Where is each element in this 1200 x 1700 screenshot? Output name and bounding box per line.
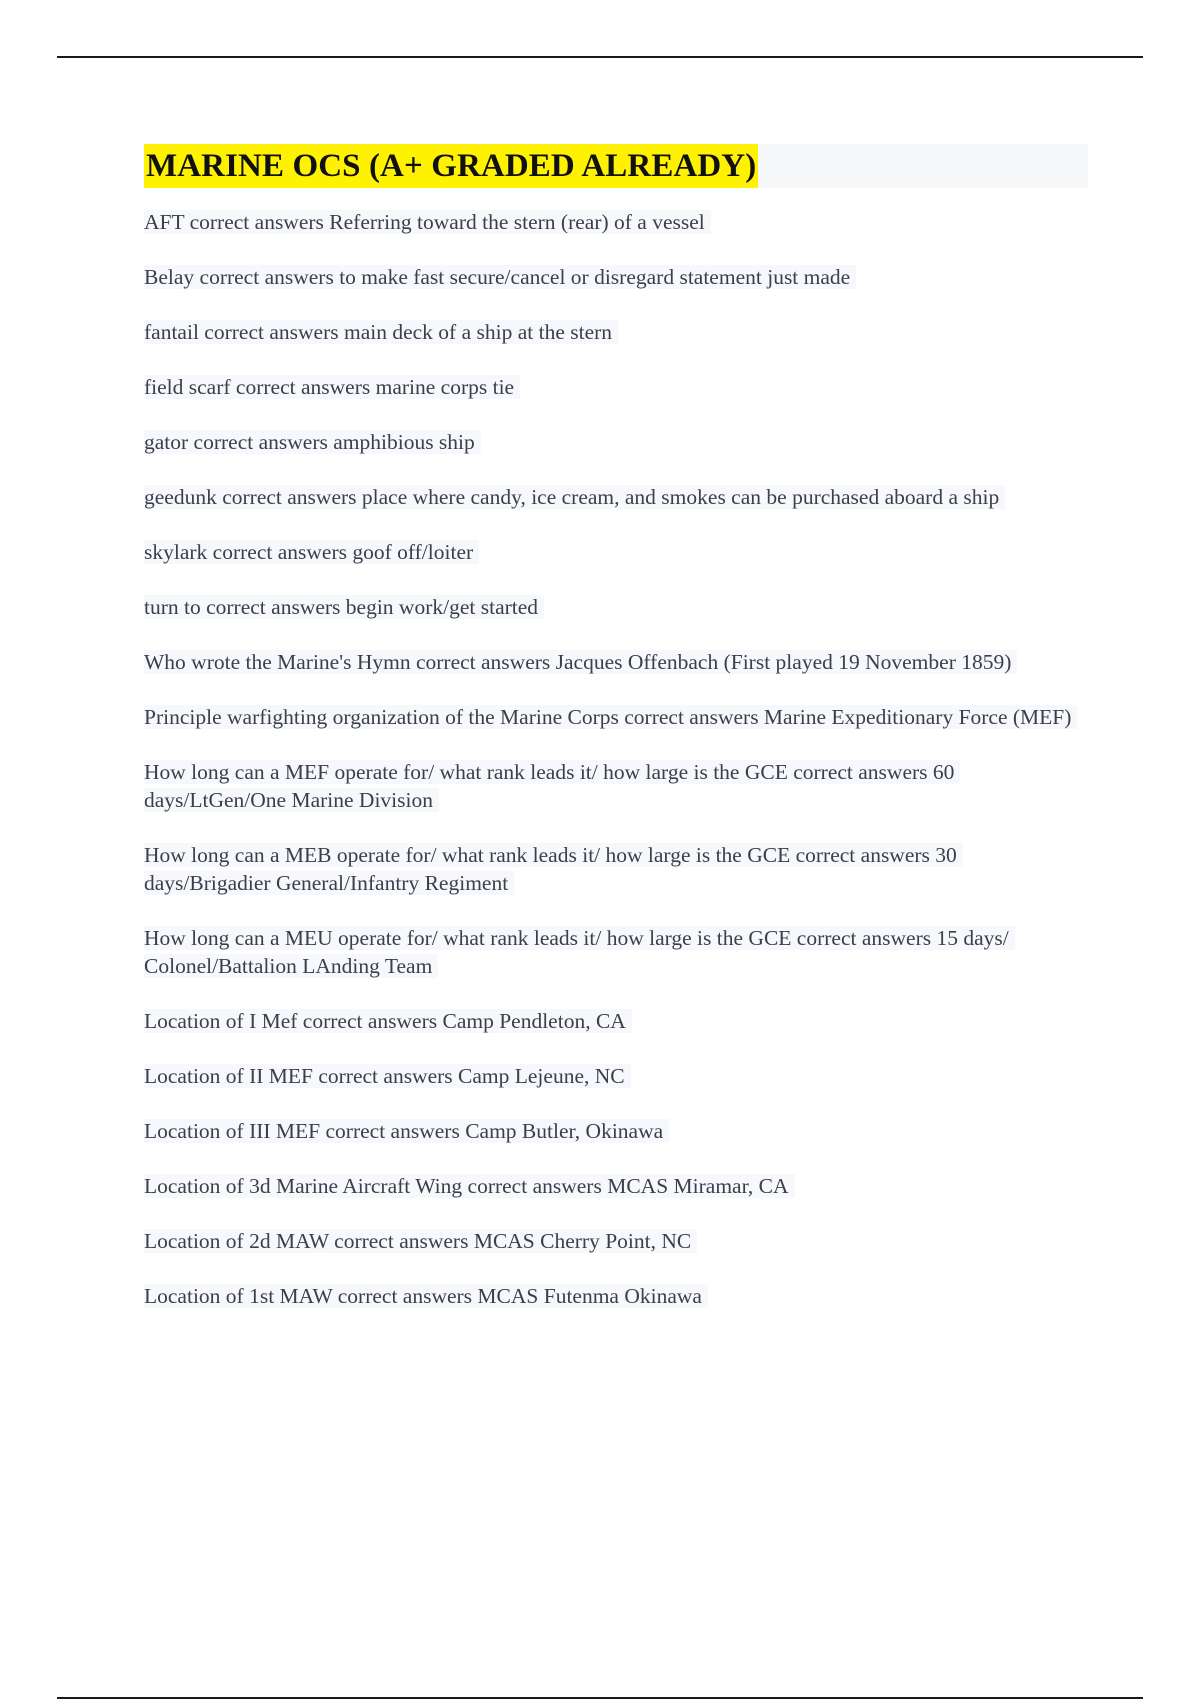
qa-entry-text: How long can a MEU operate for/ what rank leads it/ how large is the GCE correct answers 15 days/ Colonel/Battalion LAnding Team — [144, 926, 1015, 978]
qa-entry-text: gator correct answers amphibious ship — [144, 430, 481, 454]
qa-entry-text: Location of II MEF correct answers Camp Lejeune, NC — [144, 1064, 631, 1088]
document-body — [144, 144, 1088, 1337]
qa-entry — [144, 318, 1088, 346]
qa-entry-text: Principle warfighting organization of the Marine Corps correct answers Marine Expeditionary Force (MEF) — [144, 705, 1077, 729]
qa-entry — [144, 483, 1088, 511]
qa-entry-text: Location of 2d MAW correct answers MCAS Cherry Point, NC — [144, 1229, 697, 1253]
qa-entry-text: Location of III MEF correct answers Camp Butler, Okinawa — [144, 1119, 669, 1143]
qa-entry — [144, 428, 1088, 456]
qa-entry — [144, 1227, 1088, 1255]
qa-entry-text: fantail correct answers main deck of a ship at the stern — [144, 320, 618, 344]
qa-entry — [144, 1007, 1088, 1035]
qa-entry-text: Location of 1st MAW correct answers MCAS Futenma Okinawa — [144, 1284, 708, 1308]
qa-entry — [144, 263, 1088, 291]
qa-entry — [144, 208, 1088, 236]
qa-entry-text: skylark correct answers goof off/loiter — [144, 540, 479, 564]
qa-entry — [144, 373, 1088, 401]
qa-entry — [144, 1117, 1088, 1145]
qa-entry — [144, 703, 1088, 731]
footer-rule — [57, 1697, 1143, 1699]
qa-entry — [144, 648, 1088, 676]
qa-entry — [144, 1282, 1088, 1310]
title-band — [144, 144, 1088, 188]
qa-entry — [144, 1062, 1088, 1090]
qa-entry-text: AFT correct answers Referring toward the stern (rear) of a vessel — [144, 210, 711, 234]
qa-entry — [144, 758, 1088, 814]
qa-entry — [144, 924, 1088, 980]
header-rule — [57, 56, 1143, 58]
qa-entry-text: geedunk correct answers place where candy, ice cream, and smokes can be purchased aboard a ship — [144, 485, 1005, 509]
qa-entry-text: turn to correct answers begin work/get started — [144, 595, 544, 619]
qa-entry — [144, 538, 1088, 566]
qa-list — [144, 208, 1088, 1310]
qa-entry-text: Location of 3d Marine Aircraft Wing correct answers MCAS Miramar, CA — [144, 1174, 795, 1198]
qa-entry — [144, 593, 1088, 621]
qa-entry-text: Who wrote the Marine's Hymn correct answers Jacques Offenbach (First played 19 November 1859) — [144, 650, 1017, 674]
qa-entry — [144, 1172, 1088, 1200]
qa-entry-text: Belay correct answers to make fast secure/cancel or disregard statement just made — [144, 265, 856, 289]
qa-entry-text: Location of I Mef correct answers Camp Pendleton, CA — [144, 1009, 632, 1033]
document-title: MARINE OCS (A+ GRADED ALREADY) — [144, 144, 758, 188]
qa-entry-text: field scarf correct answers marine corps tie — [144, 375, 520, 399]
qa-entry-text: How long can a MEF operate for/ what rank leads it/ how large is the GCE correct answers 60 days/LtGen/One Marine Division — [144, 760, 960, 812]
qa-entry-text: How long can a MEB operate for/ what rank leads it/ how large is the GCE correct answers 30 days/Brigadier General/Infantry Regiment — [144, 843, 963, 895]
qa-entry — [144, 841, 1088, 897]
